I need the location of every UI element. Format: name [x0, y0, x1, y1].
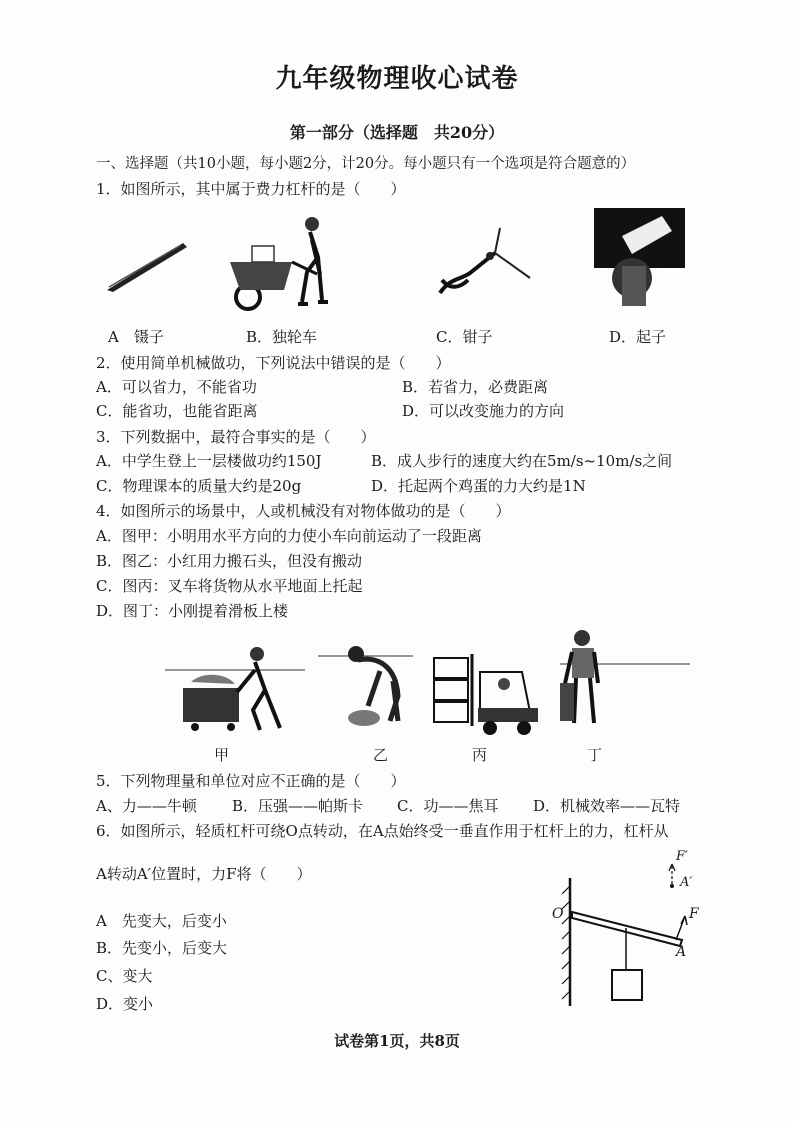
section1-instructions: 一、选择题（共10小题，每小题2分，计20分。每小题只有一个选项是符合题意的）: [96, 156, 636, 172]
q4-option-a[interactable]: A．图甲：小明用水平方向的力使小车向前运动了一段距离: [96, 527, 482, 545]
q4-figure-lifting-stone: [318, 636, 413, 731]
q3-option-a[interactable]: A．中学生登上一层楼做功约150J: [96, 452, 322, 470]
q4-label-ding: 丁: [587, 746, 603, 764]
q3-stem: 3．下列数据中，最符合事实的是（ ）: [96, 428, 376, 446]
q2-option-c[interactable]: C．能省功，也能省距离: [96, 402, 258, 420]
q6-label-a: A: [676, 944, 687, 960]
q5-option-a[interactable]: A、力——牛顿: [96, 797, 197, 815]
q6-label-o: O: [552, 906, 564, 922]
q2-stem: 2．使用简单机械做功，下列说法中错误的是（ ）: [96, 354, 451, 372]
q6-stem: 6．如图所示，轻质杠杆可绕O点转动，在A点始终受一垂直作用于杠杆上的力，杠杆从: [96, 822, 669, 840]
q3-option-d[interactable]: D．托起两个鸡蛋的力大约是1N: [371, 477, 586, 495]
q6-option-c[interactable]: C、变大: [96, 967, 153, 985]
q4-figure-forklift: [432, 652, 542, 737]
q1-option-d[interactable]: D．起子: [609, 328, 667, 346]
q6-label-f-prime: F′: [676, 849, 688, 864]
q6-option-b[interactable]: B．先变小，后变大: [96, 939, 228, 957]
q4-option-c[interactable]: C．图丙：叉车将货物从水平地面上托起: [96, 577, 363, 595]
q6-option-d[interactable]: D．变小: [96, 995, 154, 1013]
bottle-opener-image: [592, 206, 687, 311]
page-title: 九年级物理收心试卷: [275, 64, 519, 94]
q6-label-f: F: [689, 906, 699, 922]
q1-option-a[interactable]: A 镊子: [108, 328, 164, 346]
pliers-image: [430, 218, 540, 308]
q4-label-yi: 乙: [373, 746, 389, 764]
q5-stem: 5．下列物理量和单位对应不正确的是（ ）: [96, 772, 406, 790]
q3-option-b[interactable]: B．成人步行的速度大约在5m/s~10m/s之间: [371, 452, 673, 470]
q4-label-bing: 丙: [472, 746, 488, 764]
q6-option-a[interactable]: A 先变大，后变小: [96, 912, 227, 930]
q6-lever-diagram: [548, 846, 718, 1006]
q4-figure-skateboard: [560, 628, 690, 733]
part1-heading: 第一部分（选择题 共20分）: [289, 123, 505, 142]
q6-stem-continued: A转动A′位置时，力F将（ ）: [96, 865, 312, 883]
q4-figure-cart: [165, 640, 305, 735]
q2-option-a[interactable]: A．可以省力，不能省功: [96, 378, 257, 396]
q4-option-d[interactable]: D．图丁：小刚提着滑板上楼: [96, 602, 289, 620]
q1-option-b[interactable]: B．独轮车: [246, 328, 318, 346]
q5-option-c[interactable]: C．功——焦耳: [397, 797, 499, 815]
q5-option-b[interactable]: B．压强——帕斯卡: [232, 797, 364, 815]
wheelbarrow-image: [222, 212, 347, 312]
q1-stem: 1．如图所示，其中属于费力杠杆的是（ ）: [96, 180, 406, 198]
q4-label-jia: 甲: [214, 746, 230, 764]
q5-option-d[interactable]: D．机械效率——瓦特: [533, 797, 681, 815]
q2-option-d[interactable]: D．可以改变施力的方向: [402, 402, 565, 420]
q2-option-b[interactable]: B．若省力，必费距离: [402, 378, 549, 396]
q3-option-c[interactable]: C．物理课本的质量大约是20g: [96, 477, 302, 495]
q4-stem: 4．如图所示的场景中，人或机械没有对物体做功的是（ ）: [96, 502, 511, 520]
q6-label-a-prime: A′: [680, 875, 693, 890]
page-footer: 试卷第1页，共8页: [334, 1032, 460, 1050]
q1-option-c[interactable]: C．钳子: [436, 328, 493, 346]
q4-option-b[interactable]: B．图乙：小红用力搬石头，但没有搬动: [96, 552, 363, 570]
tweezers-image: [105, 235, 190, 295]
